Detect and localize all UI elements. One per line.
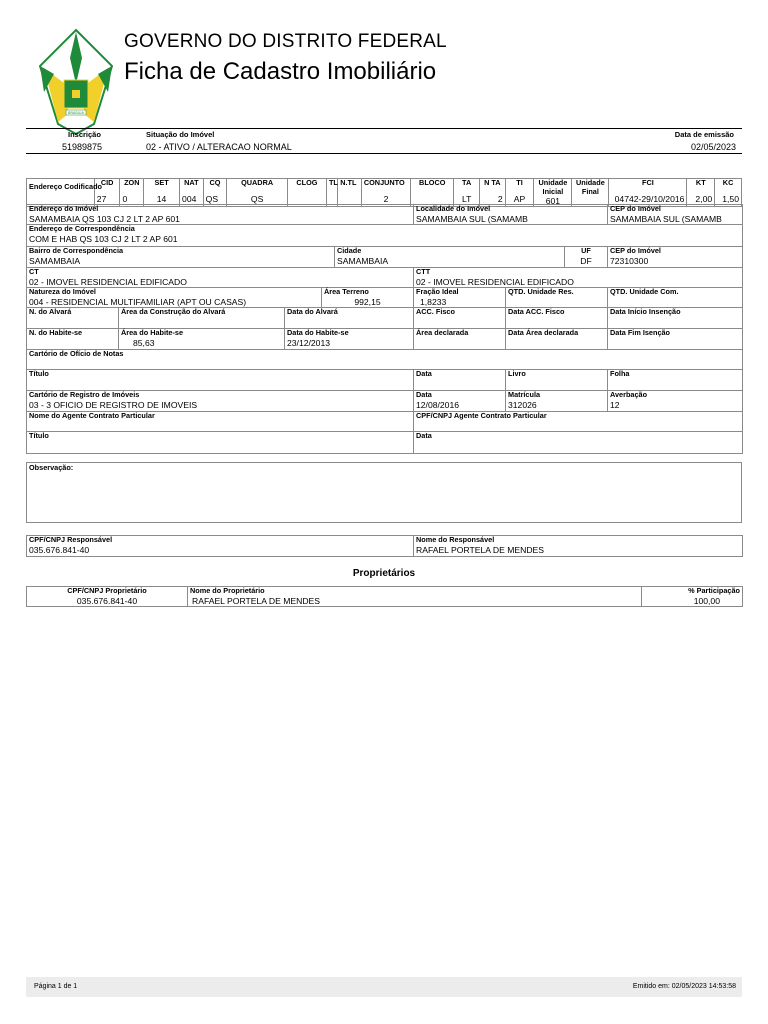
nome-proprietario-cell: Nome do Proprietário RAFAEL PORTELA DE MENDES <box>188 587 642 607</box>
codif-cell-tl: TL <box>326 179 337 207</box>
page-header <box>30 22 750 122</box>
participacao-cell: % Participação 100,00 <box>642 587 743 607</box>
alvara-cell: N. do Alvará <box>27 308 119 329</box>
codif-cell-ti: TI AP <box>505 179 534 207</box>
titulo-cell: Título <box>27 370 414 391</box>
cep-imovel-top-cell: CEP do Imóvel SAMAMBAIA SUL (SAMAMB <box>608 205 743 225</box>
meta-divider <box>26 153 742 154</box>
bairro-cell: Bairro de Correspondência SAMAMBAIA <box>27 247 335 268</box>
situacao-label: Situação do Imóvel <box>146 130 215 139</box>
fracao-cell: Fração Ideal 1,8233 <box>414 288 506 308</box>
svg-text:BRASILIA: BRASILIA <box>68 111 84 115</box>
emissao-value: 02/05/2023 <box>690 142 736 152</box>
table-row <box>27 587 743 607</box>
codif-cell-set: SET 14 <box>144 179 180 207</box>
bairro-table <box>26 246 743 268</box>
cpf-agente-cell: CPF/CNPJ Agente Contrato Particular <box>414 412 743 432</box>
habite-cell: N. do Habite-se <box>27 329 119 350</box>
codif-cell-fci: FCI 04742-29/10/2016 <box>609 179 687 207</box>
natureza-cell: Natureza do Imóvel 004 - RESIDENCIAL MULTIFAMILIAR (APT OU CASAS) <box>27 288 322 308</box>
codif-cell-unidade-final: Unidade Final <box>572 179 609 207</box>
codif-cell-quadra: QUADRA QS <box>227 179 288 207</box>
data-habite-cell: Data do Habite-se 23/12/2013 <box>285 329 414 350</box>
codif-cell-endereco: Endereço Codificado <box>27 179 95 207</box>
matricula-cell: Matrícula 312026 <box>506 391 608 412</box>
codif-cell-nat: NAT 004 <box>180 179 204 207</box>
averbacao-cell: Averbação 12 <box>608 391 743 412</box>
data-acc-cell: Data ACC. Fisco <box>506 308 608 329</box>
cidade-cell: Cidade SAMAMBAIA <box>335 247 565 268</box>
codif-cell-clog: CLOG <box>287 179 326 207</box>
codif-cell-kc: KC 1,50 <box>715 179 742 207</box>
data-alvara-cell: Data do Alvará <box>285 308 414 329</box>
codif-cell-zon: ZON 0 <box>120 179 144 207</box>
proprietarios-table <box>26 586 743 607</box>
inscricao-label: Inscrição <box>68 130 101 139</box>
ctt-cell: CTT 02 - IMOVEL RESIDENCIAL EDIFICADO <box>414 268 743 288</box>
observacao-box <box>26 462 742 523</box>
inicio-isencao-cell: Data Início Insenção <box>608 308 743 329</box>
folha-cell: Folha <box>608 370 743 391</box>
org-name: GOVERNO DO DISTRITO FEDERAL <box>124 31 447 52</box>
agente-table <box>26 411 743 454</box>
observacao-label: Observação: <box>29 463 74 472</box>
fim-isencao-cell: Data Fim Isenção <box>608 329 743 350</box>
responsavel-table <box>26 535 743 557</box>
codif-cell-ntl: N.TL <box>338 179 362 207</box>
codif-cell-unidade-inicial: Unidade Inicial 601 <box>534 179 572 207</box>
codif-cell-kt: KT 2,00 <box>687 179 715 207</box>
area-terreno-cell: Área Terreno 992,15 <box>322 288 414 308</box>
nome-responsavel-cell: Nome do Responsável RAFAEL PORTELA DE MENDES <box>414 536 743 557</box>
proprietarios-title: Proprietários <box>352 568 416 579</box>
codif-cell-cq: CQ QS <box>203 179 227 207</box>
agente-cell: Nome do Agente Contrato Particular <box>27 412 414 432</box>
ct-table <box>26 267 743 288</box>
page-footer <box>26 977 742 997</box>
alvara-table <box>26 307 743 350</box>
emissao-label: Data de emissão <box>674 130 734 139</box>
data-area-decl-cell: Data Área declarada <box>506 329 608 350</box>
codif-cell-cid: CID 27 <box>94 179 120 207</box>
codif-cell-nta: N TA 2 <box>479 179 505 207</box>
cartorio-reg-cell: Cartório de Registro de Imóveis 03 - 3 OFICIO DE REGISTRO DE IMOVEIS <box>27 391 414 412</box>
cartorio-notas-cell: Cartório de Ofício de Notas <box>27 350 743 370</box>
uf-cell: UF DF <box>565 247 608 268</box>
codif-cell-bloco: BLOCO <box>411 179 454 207</box>
address-table <box>26 204 743 247</box>
ct-cell: CT 02 - IMOVEL RESIDENCIAL EDIFICADO <box>27 268 414 288</box>
inscricao-value: 51989875 <box>62 142 103 152</box>
area-habite-cell: Área do Habite-se 85,63 <box>119 329 285 350</box>
area-alvara-cell: Área da Construção do Alvará <box>119 308 285 329</box>
cartorio-table <box>26 349 743 412</box>
page-number: Página 1 de 1 <box>34 983 78 990</box>
end-imovel-cell: Endereço do Imóvel SAMAMBAIA QS 103 CJ 2 LT 2 AP 601 <box>27 205 414 225</box>
page-title: Ficha de Cadastro Imobiliário <box>124 58 437 85</box>
cep-cell: CEP do Imóvel 72310300 <box>608 247 743 268</box>
header-divider <box>26 128 742 129</box>
qtd-com-cell: QTD. Unidade Com. <box>608 288 743 308</box>
emitted-at: Emitido em: 02/05/2023 14:53:58 <box>632 983 736 990</box>
qtd-res-cell: QTD. Unidade Res. <box>506 288 608 308</box>
gdf-coat-of-arms-icon <box>32 28 120 136</box>
cpf-proprietario-cell: CPF/CNPJ Proprietário 035.676.841-40 <box>27 587 188 607</box>
data-reg-cell: Data 12/08/2016 <box>414 391 506 412</box>
end-corresp-cell: Endereço de Correspondência COM E HAB QS 103 CJ 2 LT 2 AP 601 <box>27 225 743 247</box>
data2-cell: Data <box>414 432 743 454</box>
livro-cell: Livro <box>506 370 608 391</box>
area-declarada-cell: Área declarada <box>414 329 506 350</box>
codified-address-table <box>26 178 742 207</box>
natureza-table <box>26 287 743 308</box>
localidade-cell: Localidade do Imóvel SAMAMBAIA SUL (SAMAMB <box>414 205 608 225</box>
cpf-responsavel-cell: CPF/CNPJ Responsável 035.676.841-40 <box>27 536 414 557</box>
codif-cell-ta: TA LT <box>454 179 480 207</box>
titulo2-cell: Título <box>27 432 414 454</box>
data-cell: Data <box>414 370 506 391</box>
situacao-value: 02 - ATIVO / ALTERACAO NORMAL <box>146 142 292 152</box>
acc-cell: ACC. Fisco <box>414 308 506 329</box>
codif-cell-conjunto: CONJUNTO 2 <box>361 179 410 207</box>
